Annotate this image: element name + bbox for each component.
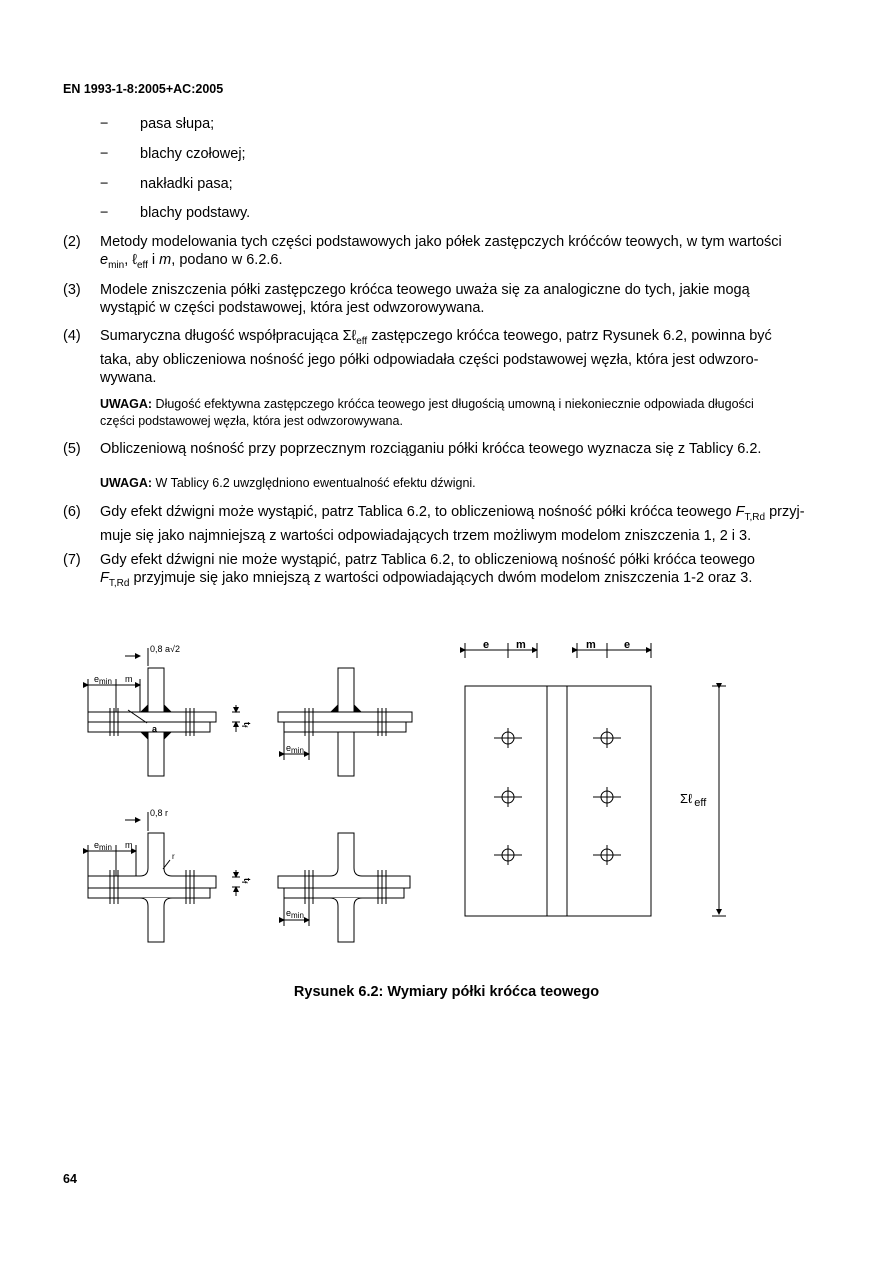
list-item-text: blachy czołowej;: [140, 146, 246, 162]
document-header: EN 1993-1-8:2005+AC:2005: [63, 82, 224, 96]
label-emin-3: emin: [94, 840, 112, 852]
note-2: UWAGA: W Tablicy 6.2 uwzględniono ewentualność efektu dźwigni.: [100, 476, 476, 490]
list-item-text: blachy podstawy.: [140, 205, 251, 221]
note-label: UWAGA:: [100, 476, 153, 490]
label-r: r: [172, 852, 175, 861]
plan-view-drawing: [465, 643, 726, 916]
welded-t-stub-drawing-2: [278, 668, 412, 776]
list-item-text: nakładki pasa;: [140, 176, 233, 192]
paragraph-line: $e_{min}$, ℓ$_{eff}$ i m, podano w 6.2.6.: [100, 252, 283, 271]
paragraph-line: Metody modelowania tych części podstawowych jako półek zastępczych króćców teowych, w tym wartości: [100, 234, 782, 250]
paragraph-line: muje się jako najmniejszą z wartości odpowiadających trzem możliwym modelom zniszczenia 1, 2 i 3.: [100, 527, 752, 544]
paragraph-line: taka, aby obliczeniowa nośność jego półki odpowiadała części podstawowej węzła, która jest odwzoro-: [100, 351, 759, 368]
paragraph-number: (4): [63, 328, 81, 344]
label-e-left: e: [483, 639, 490, 651]
label-m-left: m: [516, 639, 526, 651]
list-item-text: pasa słupa;: [140, 116, 215, 132]
paragraph-number: (5): [63, 441, 81, 457]
paragraph-line: $F_{T,Rd}$ przyjmuje się jako mniejszą z wartości odpowiadających dwóm modelom zniszczenia 1-2 oraz 3.: [100, 570, 753, 589]
label-m-2: m: [125, 840, 133, 850]
paragraph-number: (2): [63, 234, 81, 250]
label-m: m: [125, 674, 133, 684]
label-a: a: [152, 724, 158, 734]
paragraph-line: Obliczeniową nośność przy poprzecznym rozciąganiu półki króćca teowego wyznacza się z Tablicy 6.2.: [100, 441, 762, 457]
welded-t-stub-drawing: [88, 648, 240, 776]
paragraph-line: Modele zniszczenia półki zastępczego króćca teowego uważa się za analogiczne do tych, jakie mogą: [100, 282, 750, 298]
label-sum-leff: Σℓ $_{eff}$: [680, 791, 707, 809]
label-tf-2: $t_f$: [240, 878, 252, 884]
label-m-right: m: [586, 639, 596, 651]
paragraph-number: (6): [63, 504, 81, 520]
paragraph-line: wywana.: [100, 369, 157, 386]
rolled-t-stub-drawing: [88, 812, 240, 942]
list-dash: −: [100, 176, 109, 192]
paragraph-number: (7): [63, 552, 81, 568]
paragraph-number: (3): [63, 282, 81, 298]
rolled-t-stub-drawing-2: [278, 833, 410, 942]
note-label: UWAGA:: [100, 397, 153, 411]
label-emin-2: emin: [286, 743, 304, 755]
note-1: UWAGA: Długość efektywna zastępczego króćca teowego jest długością umowną i niekoniecznie odpowiada długości części podstawowej węzła, która jest odwzorowywana.: [100, 397, 754, 428]
label-tf: $t_f$: [240, 722, 252, 728]
label-emin-4: emin: [286, 908, 304, 920]
label-emin: emin: [94, 674, 112, 686]
list-dash: −: [100, 205, 109, 221]
label-08r: 0,8 r: [150, 808, 169, 818]
list-dash: −: [100, 146, 109, 162]
paragraph-line: Gdy efekt dźwigni może wystąpić, patrz Tablica 6.2, to obliczeniową nośność półki króćca teowego $F_{T,Rd}$ przyj-: [100, 504, 805, 523]
paragraph-line: Sumaryczna długość współpracująca Σℓ$_{eff}$ zastępczego króćca teowego, patrz Rysunek 6.2, powinna być: [100, 328, 772, 347]
list-dash: −: [100, 116, 109, 132]
paragraph-line: Gdy efekt dźwigni nie może wystąpić, patrz Tablica 6.2, to obliczeniową nośność półki króćca teowego: [100, 552, 755, 568]
label-e-right: e: [624, 639, 631, 651]
figure-caption: Rysunek 6.2: Wymiary półki króćca teowego: [293, 984, 600, 1000]
label-08a-sqrt2: 0,8 a√2: [150, 644, 180, 654]
paragraph-line: wystąpić w części podstawowej, która jest odwzorowywana.: [100, 300, 485, 316]
page-number: 64: [63, 1172, 77, 1186]
